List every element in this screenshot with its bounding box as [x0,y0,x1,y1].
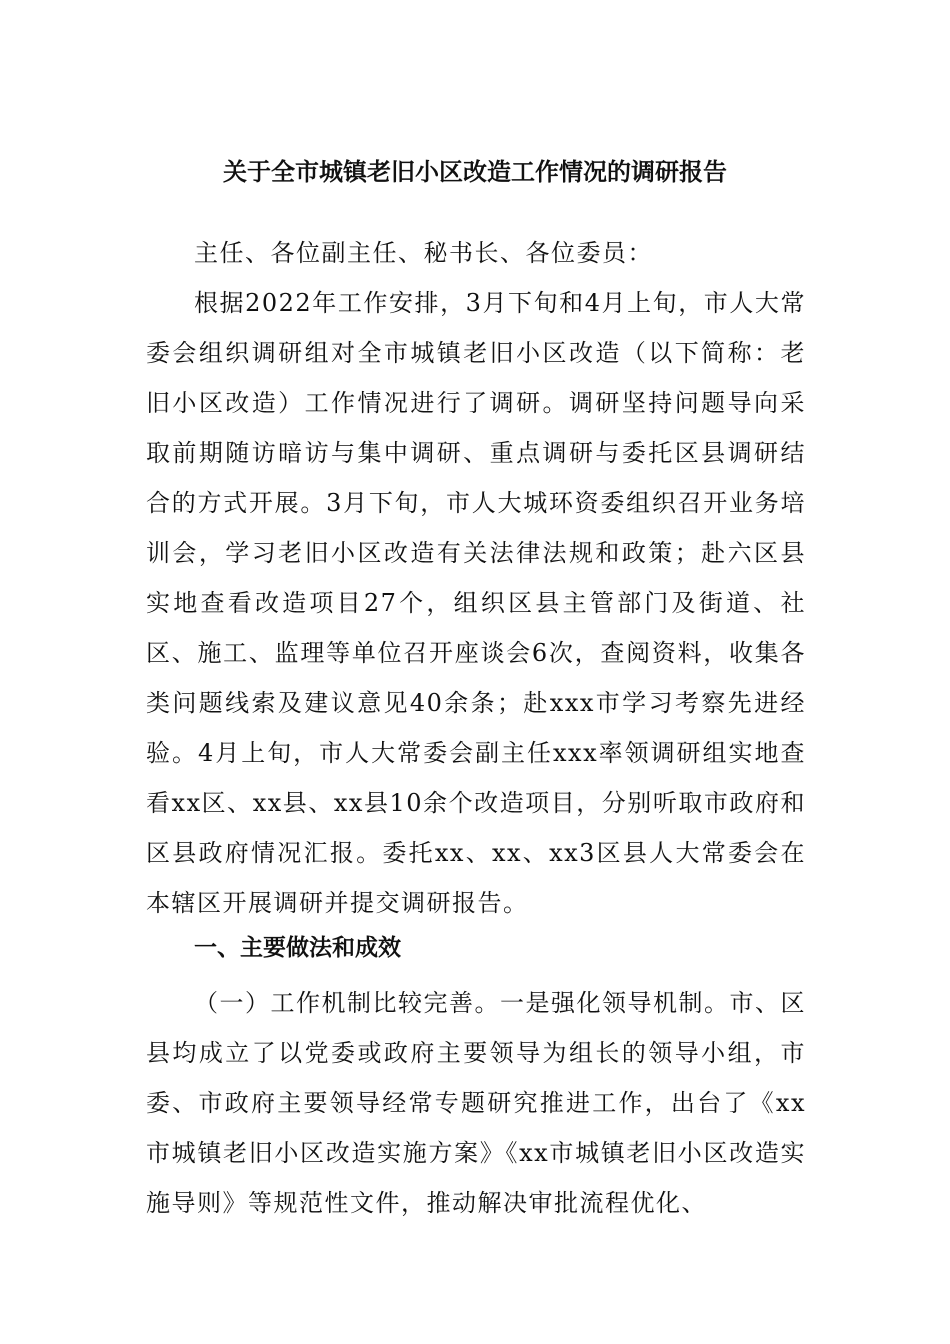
section-heading: 一、主要做法和成效 [194,935,401,961]
paragraph-intro: 根据2022年工作安排，3月下旬和4月上旬，市人大常委会组织调研组对全市城镇老旧小区改造（以下简称：老旧小区改造）工作情况进行了调研。调研坚持问题导向采取前期随访暗访与集中调研、重点调研与委托区县调研结合的方式开展。3月下旬，市人大城环资委组织召开业务培训会，学习老旧小区改造有关法律法规和政策；赴六区县实地查看改造项目27个，组织区县主管部门及街道、社区、施工、监理等单位召开座谈会6次，查阅资料，收集各类问题线索及建议意见40余条；赴xxx市学习考察先进经验。4月上旬，市人大常委会副主任xxx率领调研组实地查看xx区、xx县、xx县10余个改造项目，分别听取市政府和区县政府情况汇报。委托xx、xx、xx3区县人大常委会在本辖区开展调研并提交调研报告。 [146,289,806,917]
salutation: 主任、各位副主任、秘书长、各位委员： [194,239,653,267]
document-title: 关于全市城镇老旧小区改造工作情况的调研报告 [223,158,727,186]
paragraph-work-mechanism: （一）工作机制比较完善。一是强化领导机制。市、区县均成立了以党委或政府主要领导为组长的领导小组，市委、市政府主要领导经常专题研究推进工作，出台了《xx市城镇老旧小区改造实施方案》《xx市城镇老旧小区改造实施导则》等规范性文件，推动解决审批流程优化、 [146,989,806,1217]
